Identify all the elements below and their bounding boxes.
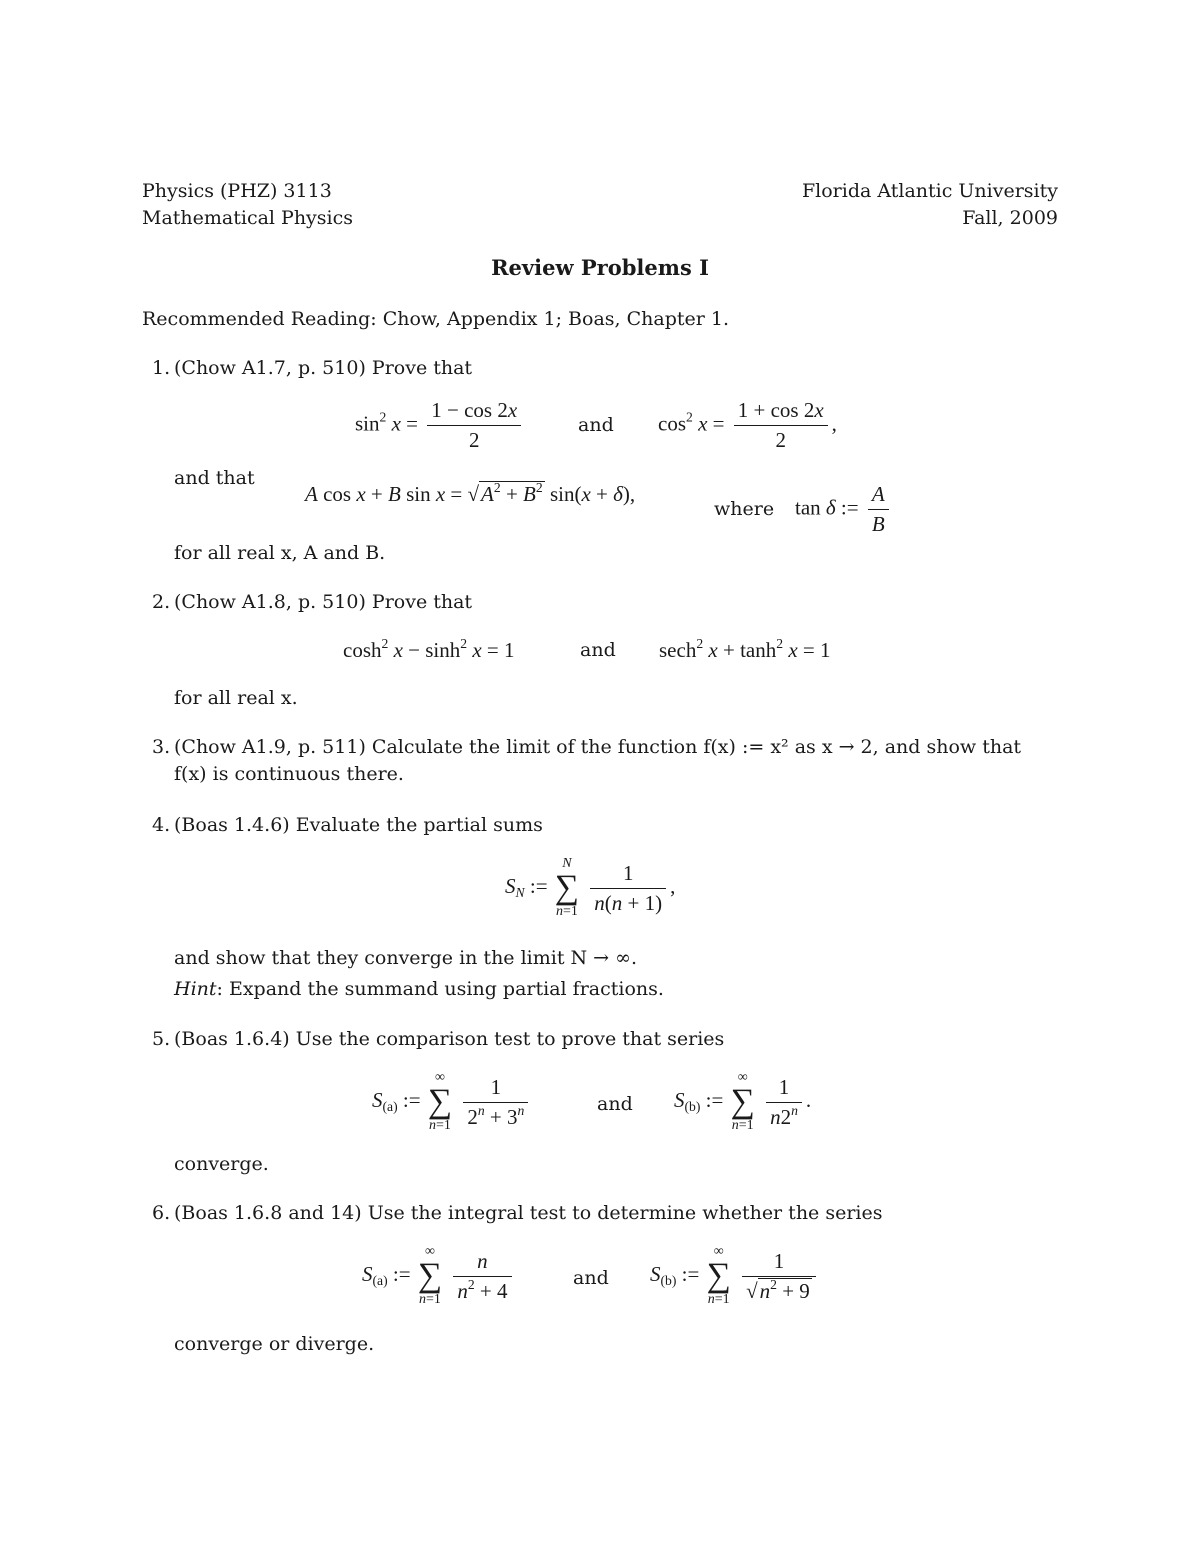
equation-series-a-integral: $S_{(a)}$ := ∞ ∑ n=1 $\frac{n}{n^2 + 4}$ — [362, 1244, 516, 1308]
equation-sech-tanh: sech$^2$ $x + \tanh^2 x = 1$ — [659, 636, 831, 662]
problem-1-outro: for all real x, A and B. — [174, 542, 386, 564]
problem-number: 3. — [152, 736, 171, 758]
problem-4-hint — [174, 978, 664, 1000]
equation-series-b-comparison: $S_{(b)}$ := ∞ ∑ n=1 $\frac{1}{n2^n}$ . — [674, 1070, 812, 1133]
and-that: and that — [174, 467, 255, 489]
equation-series-a-comparison: $S_{(a)}$ := ∞ ∑ n=1 $\frac{1}{2^n + 3^n}$ — [372, 1070, 532, 1134]
page-title: Review Problems I — [491, 255, 709, 280]
problem-5-intro: (Boas 1.6.4) Use the comparison test to prove that series — [174, 1028, 725, 1050]
equation-phase-shift: A cos x + B $\sin x = √A^2 + B^2$ sin(x + δ), — [305, 480, 636, 506]
problem-number: 1. — [152, 357, 171, 379]
problem-4-outro: and show that they converge in the limit N → ∞. — [174, 947, 638, 969]
and-word: and — [573, 1267, 609, 1289]
equation-sin-squared: $\sin^2 x$ = $\frac{1 - \cos 2x}{2}$ — [355, 398, 525, 453]
and-word: and — [580, 639, 616, 661]
hint-text: : Expand the summand using partial fractions. — [216, 978, 664, 1000]
and-word: and — [597, 1093, 633, 1115]
problem-4-intro: (Boas 1.4.6) Evaluate the partial sums — [174, 814, 543, 836]
problem-3-line1: (Chow A1.9, p. 511) Calculate the limit of the function f(x) := x² as x → 2, and show that — [174, 736, 1022, 758]
problem-number: 6. — [152, 1202, 171, 1224]
problem-number: 4. — [152, 814, 171, 836]
problem-number: 5. — [152, 1028, 171, 1050]
equation-hyperbolic-identity: $\cosh^2 x - \sinh^2 x = 1$ — [343, 636, 515, 662]
equation-series-b-integral: $S_{(b)}$ := ∞ ∑ n=1 $\frac{1}{√n^2 + 9}$ — [650, 1244, 820, 1308]
equation-tan-delta: tan δ := $\frac{A}{B}$ — [795, 482, 893, 537]
problem-2-intro: (Chow A1.8, p. 510) Prove that — [174, 591, 473, 613]
hint-label: Hint — [174, 978, 217, 1000]
problem-1-intro: (Chow A1.7, p. 510) Prove that — [174, 357, 473, 379]
problem-3-line2: f(x) is continuous there. — [174, 763, 404, 785]
term: Fall, 2009 — [962, 207, 1058, 229]
recommended-reading: Recommended Reading: Chow, Appendix 1; Boas, Chapter 1. — [142, 308, 730, 330]
course-subject: Mathematical Physics — [142, 207, 354, 229]
problem-2-outro: for all real x. — [174, 687, 298, 709]
course-code: Physics (PHZ) 3113 — [142, 180, 332, 202]
problem-6-intro: (Boas 1.6.8 and 14) Use the integral test to determine whether the series — [174, 1202, 883, 1224]
problem-number: 2. — [152, 591, 171, 613]
problem-5-outro: converge. — [174, 1153, 269, 1175]
equation-partial-sum: $S_N$ := N ∑ n=1 $\frac{1}{n(n + 1)}$ , — [505, 856, 676, 919]
problem-6-outro: converge or diverge. — [174, 1333, 375, 1355]
equation-cos-squared: $\cos^2 x$ = $\frac{1 + \cos 2x}{2}$ , — [658, 398, 837, 452]
where-word: where — [714, 498, 775, 520]
and-word: and — [578, 414, 614, 436]
university-name: Florida Atlantic University — [801, 180, 1058, 202]
